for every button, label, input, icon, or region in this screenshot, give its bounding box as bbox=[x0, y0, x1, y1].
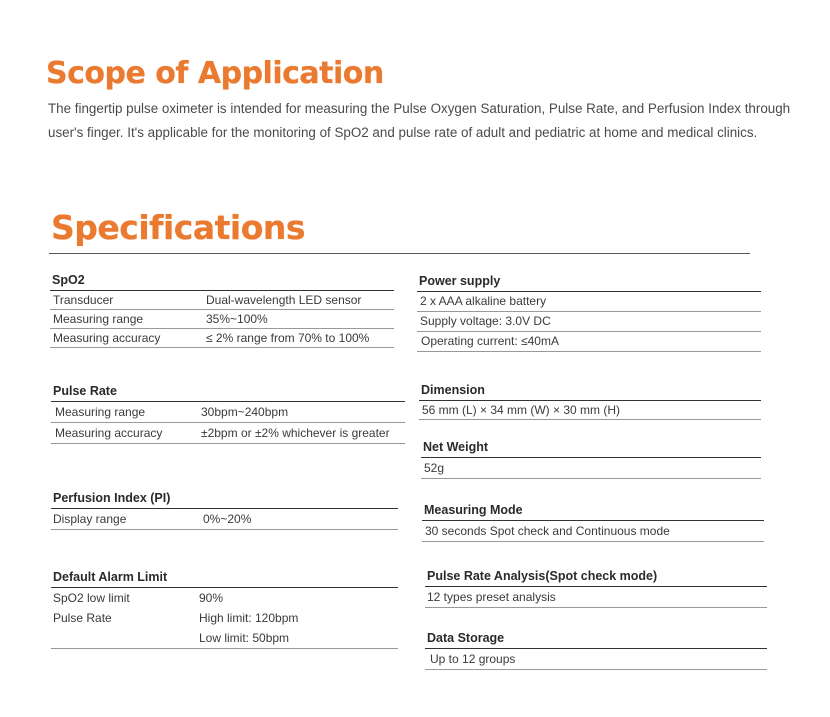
alarm-limit-section bbox=[51, 569, 398, 649]
spec-row bbox=[417, 332, 761, 352]
spec-row bbox=[419, 401, 761, 420]
spec-value: 35%~100% bbox=[206, 312, 268, 326]
spec-row bbox=[417, 312, 761, 332]
pulse-rate-analysis-title: Pulse Rate Analysis(Spot check mode) bbox=[425, 568, 767, 587]
spec-row bbox=[51, 628, 398, 649]
measuring-mode-title: Measuring Mode bbox=[422, 502, 764, 521]
spec-row bbox=[51, 423, 405, 444]
spec-label: Display range bbox=[53, 512, 127, 526]
spec-row bbox=[51, 509, 398, 530]
data-storage-title: Data Storage bbox=[425, 630, 767, 649]
spec-value: Low limit: 50bpm bbox=[199, 631, 290, 645]
scope-description: The fingertip pulse oximeter is intended for measuring the Pulse Oxygen Saturation, Pulse Rate, and Perfusion Index through user's finger. It's applicable for the monitoring of SpO2 and pulse rate of adult and pediatric at home and medical clinics. bbox=[48, 101, 791, 140]
alarm-limit-title: Default Alarm Limit bbox=[51, 569, 398, 588]
spec-value: 56 mm (L) × 34 mm (W) × 30 mm (H) bbox=[422, 403, 621, 417]
dimension-title: Dimension bbox=[419, 382, 761, 401]
pulse-rate-section bbox=[51, 383, 405, 444]
spec-row bbox=[50, 329, 394, 348]
power-supply-section bbox=[417, 273, 761, 352]
spec-label: Measuring accuracy bbox=[53, 331, 161, 345]
net-weight-title: Net Weight bbox=[421, 439, 761, 458]
spec-value: Up to 12 groups bbox=[430, 652, 516, 666]
spec-label: Measuring range bbox=[55, 405, 146, 419]
spec-value: 2 x AAA alkaline battery bbox=[420, 294, 547, 308]
spec-value: 90% bbox=[199, 591, 224, 605]
data-storage-section bbox=[425, 630, 767, 670]
spec-value: Operating current: ≤40mA bbox=[421, 334, 559, 348]
spec-row bbox=[417, 292, 761, 312]
power-supply-title: Power supply bbox=[417, 273, 761, 292]
spec-row bbox=[425, 649, 767, 670]
spec-value: High limit: 120bpm bbox=[199, 611, 299, 625]
spo2-title: SpO2 bbox=[50, 272, 394, 291]
spec-row bbox=[50, 310, 394, 329]
spec-row bbox=[51, 402, 405, 423]
spec-value: ≤ 2% range from 70% to 100% bbox=[206, 331, 370, 345]
spec-value: 30bpm~240bpm bbox=[201, 405, 289, 419]
perfusion-index-title: Perfusion Index (PI) bbox=[51, 490, 398, 509]
specifications-divider bbox=[49, 253, 750, 254]
measuring-mode-section bbox=[422, 502, 764, 542]
spec-value: 0%~20% bbox=[203, 512, 252, 526]
spec-label: Pulse Rate bbox=[53, 611, 112, 625]
spec-value: Dual-wavelength LED sensor bbox=[206, 293, 362, 307]
pulse-rate-analysis-section bbox=[425, 568, 767, 608]
spec-value: 30 seconds Spot check and Continuous mode bbox=[425, 524, 670, 538]
spec-row bbox=[50, 291, 394, 310]
net-weight-section bbox=[421, 439, 761, 479]
spec-row bbox=[422, 521, 764, 542]
spec-row bbox=[425, 587, 767, 608]
spec-row bbox=[421, 458, 761, 479]
pulse-rate-title: Pulse Rate bbox=[51, 383, 405, 402]
spec-value: ±2bpm or ±2% whichever is greater bbox=[201, 426, 390, 440]
spec-value: 52g bbox=[424, 461, 445, 475]
scope-title: Scope of Application bbox=[46, 56, 384, 91]
spec-value: 12 types preset analysis bbox=[427, 590, 556, 604]
spec-label: Measuring accuracy bbox=[55, 426, 163, 440]
spec-value: Supply voltage: 3.0V DC bbox=[420, 314, 551, 328]
specifications-title: Specifications bbox=[51, 208, 306, 247]
spec-label: Transducer bbox=[53, 293, 114, 307]
perfusion-index-section bbox=[51, 490, 398, 530]
spec-label: Measuring range bbox=[53, 312, 144, 326]
spec-row bbox=[51, 608, 398, 628]
dimension-section bbox=[419, 382, 761, 420]
spec-row bbox=[51, 588, 398, 608]
spec-label: SpO2 low limit bbox=[53, 591, 130, 605]
spo2-section bbox=[50, 272, 394, 348]
